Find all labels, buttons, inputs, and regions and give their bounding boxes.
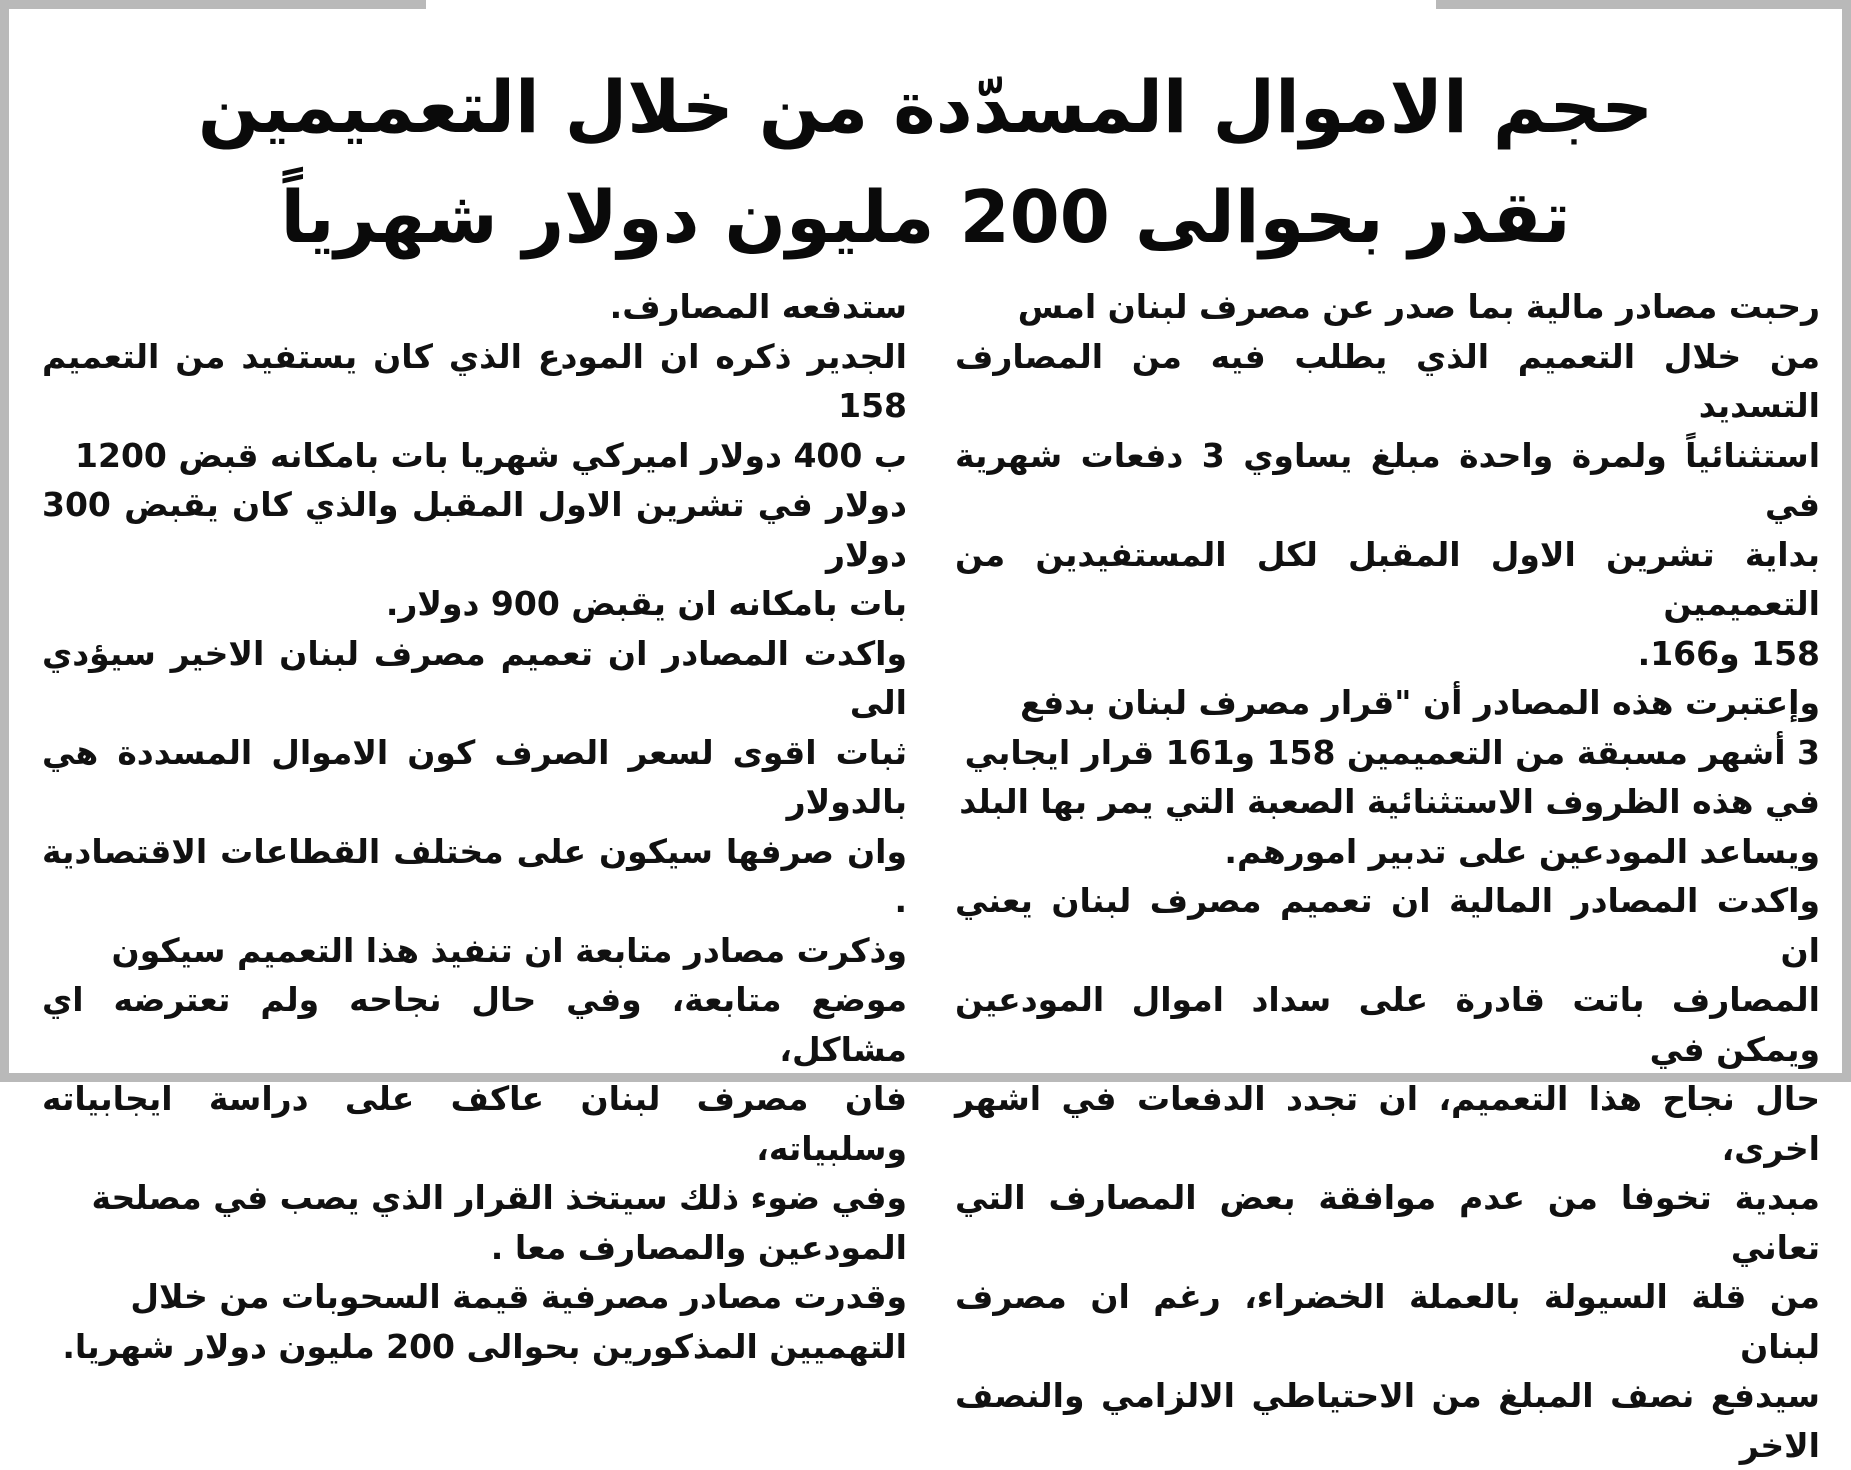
paragraph: وذكرت مصادر متابعة ان تنفيذ هذا التعميم سيكون موضع متابعة، وفي حال نجاحه ولم تعترضه اي مشاكل، فان مصرف لبنان عاكف على دراسة ايجابياته وسلبياته، وفي ضوء ذلك سيتخذ القرار الذي يصب في مصلحة المودعين والمصارف معا . [42, 930, 907, 1267]
paragraph: واكدت المصادر المالية ان تعميم مصرف لبنان يعني ان المصارف باتت قادرة على سداد اموال المودعين ويمكن في حال نجاح هذا التعميم، ان تجدد الدفعات في اشهر اخرى، مبدية تخوفا من عدم موافقة بعض المصارف التي تعاني من قلة السيولة بالعملة الخضراء، رغم ان مصرف لبنان سيدفع نصف المبلغ من الاحتياطي الالزامي والنصف الاخر [955, 881, 1820, 1465]
paragraph: واكدت المصادر ان تعميم مصرف لبنان الاخير سيؤدي الى ثبات اقوى لسعر الصرف كون الاموال المسددة هي بالدولار وان صرفها سيكون على مختلف القطاعات الاقتصادية . [42, 633, 907, 920]
paragraph: ستدفعه المصارف. [609, 287, 907, 326]
headline-line-2: تقدر بحوالى 200 مليون دولار شهرياً [280, 175, 1571, 259]
frame-left-border [0, 0, 9, 1082]
article-column-left [42, 282, 907, 1371]
paragraph: رحبت مصادر مالية بما صدر عن مصرف لبنان امس من خلال التعميم الذي يطلب فيه من المصارف التسديد استثنائياً ولمرة واحدة مبلغ يساوي 3 دفعات شهرية في بداية تشرين الاول المقبل لكل المستفيدين من التعميمين 158 و166. [955, 287, 1820, 673]
article-headline [120, 52, 1731, 272]
paragraph: وإعتبرت هذه المصادر أن "قرار مصرف لبنان بدفع 3 أشهر مسبقة من التعميمين 158 و161 قرار ايجابي في هذه الظروف الاستثنائية الصعبة التي يمر بها البلد ويساعد المودعين على تدبير امورهم. [959, 683, 1820, 871]
frame-top-right-border [1436, 0, 1851, 9]
headline-line-1: حجم الاموال المسدّدة من خلال التعميمين [197, 65, 1654, 149]
frame-right-border [1842, 0, 1851, 1082]
frame-top-left-border [0, 0, 426, 9]
paragraph: الجدير ذكره ان المودع الذي كان يستفيد من التعميم 158 ب 400 دولار اميركي شهريا بات بامكانه قبض 1200 دولار في تشرين الاول المقبل والذي كان يقبض 300 دولار بات بامكانه ان يقبض 900 دولار. [42, 336, 907, 623]
paragraph: وقدرت مصادر مصرفية قيمة السحوبات من خلال التهميين المذكورين بحوالى 200 مليون دولار شهريا. [62, 1277, 907, 1366]
article-column-right [955, 282, 1820, 1470]
